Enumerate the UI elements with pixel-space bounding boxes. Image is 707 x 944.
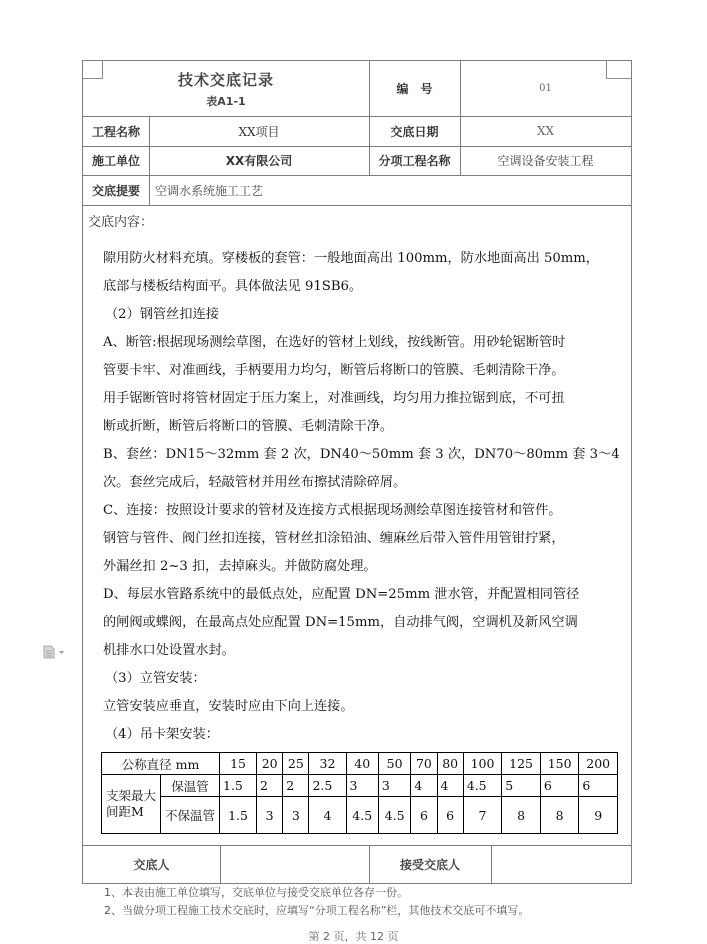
table-cell: 32 (309, 753, 346, 775)
table-cell: 3 (346, 775, 378, 797)
footnote: 2、当做分项工程施工技术交底时，应填写“分项工程名称”栏，其他技术交底可不填写。 (104, 904, 530, 917)
table-cell: 150 (540, 753, 579, 775)
content-line: C、连接：按照设计要求的管材及连接方式根据现场测绘草图连接管材和管件。 (103, 503, 562, 518)
table-cell: 200 (579, 753, 618, 775)
table-cell: 50 (378, 753, 410, 775)
page-indicator: 第 2 页，共 12 页 (308, 930, 399, 943)
content-line: 用手锯断管时将管材固定于压力案上，对准画线，均匀用力推拉锯到底，不可扭 (103, 391, 565, 406)
form-title-block (83, 61, 369, 116)
content-line: （2）钢管丝扣连接 (105, 307, 219, 322)
receiver-label: 接受交底人 (399, 857, 460, 872)
table-cell: 5 (502, 775, 541, 797)
content-line: 机排水口处设置水封。 (103, 643, 235, 658)
table-cell: 2.5 (309, 775, 346, 797)
table-cell: 3 (283, 797, 309, 834)
content-line: 隙用防火材料充填。穿楼板的套管：一般地面高出 100mm，防水地面高出 50mm， (103, 251, 599, 266)
table-cell: 4 (437, 775, 463, 797)
table-cell: 125 (502, 753, 541, 775)
footnote: 1、本表由施工单位填写，交底单位与接受交底单位各存一份。 (104, 886, 408, 899)
date-label: 交底日期 (390, 124, 439, 139)
content-line: 次。套丝完成后，轻敲管材并用丝布擦拭清除碎屑。 (103, 475, 407, 490)
content-heading: 交底内容： (88, 215, 154, 230)
table-cell: 8 (502, 797, 541, 834)
uninsulated-label: 不保温管 (161, 797, 220, 834)
table-row (102, 797, 618, 834)
document-icon[interactable] (42, 645, 66, 659)
content-line: B、套丝：DN15～32mm 套 2 次，DN40～50mm 套 3 次，DN70～80mm 套 3～4 (103, 447, 620, 462)
summary-label: 交底提要 (91, 183, 140, 198)
content-line: 外漏丝扣 2~3 扣，去掉麻头。并做防腐处理。 (103, 559, 377, 574)
table-cell: 80 (437, 753, 463, 775)
date-value: XX (536, 124, 555, 138)
table-cell: 15 (220, 753, 257, 775)
table-cell: 9 (579, 797, 618, 834)
table-cell: 4.5 (463, 775, 502, 797)
grid-line (83, 205, 631, 206)
content-line: （4）吊卡架安装： (105, 727, 219, 742)
content-line: 立管安装应垂直，安装时应由下向上连接。 (103, 699, 354, 714)
diameter-header: 公称直径 mm (102, 753, 220, 775)
content-line: 断或折断，断管后将断口的管膜、毛刺清除干净。 (103, 419, 394, 434)
table-cell: 20 (257, 753, 283, 775)
content-line: A、断管:根据现场测绘草图，在选好的管材上划线，按线断管。用砂轮锯断管时 (103, 335, 566, 350)
table-cell: 8 (540, 797, 579, 834)
presenter-label: 交底人 (133, 857, 170, 872)
form-subtitle: 表A1-1 (206, 94, 246, 108)
table-cell: 4 (309, 797, 346, 834)
table-row (102, 753, 618, 775)
table-cell: 6 (437, 797, 463, 834)
project-name-label: 工程名称 (91, 124, 140, 139)
unit-value: XX有限公司 (225, 154, 293, 168)
table-row (102, 775, 618, 797)
number-label: 编 号 (396, 82, 433, 96)
table-cell: 70 (411, 753, 437, 775)
hanger-spacing-table (101, 752, 618, 834)
table-cell: 3 (257, 797, 283, 834)
table-cell: 7 (463, 797, 502, 834)
project-name-value: XX项目 (238, 124, 280, 139)
insulated-label: 保温管 (161, 775, 220, 797)
content-line: D、每层水管路系统中的最低点处，应配置 DN=25mm 泄水管，并配置相同管径 (103, 587, 580, 602)
content-line: 钢管与管件、阀门丝扣连接，管材丝扣涂铅油、缠麻丝后带入管件用管钳拧紧， (103, 531, 565, 546)
table-cell: 4.5 (346, 797, 378, 834)
content-body (103, 245, 620, 749)
table-cell: 2 (283, 775, 309, 797)
content-line: 的闸阀或蝶阀，在最高点处应配置 DN=15mm，自动排气阀，空调机及新风空调 (103, 615, 578, 630)
table-cell: 40 (346, 753, 378, 775)
table-cell: 6 (411, 797, 437, 834)
table-cell: 6 (540, 775, 579, 797)
number-value: 01 (539, 83, 552, 94)
content-line: 管要卡牢、对准画线，手柄要用力均匀，断管后将断口的管膜、毛刺清除干净。 (103, 363, 565, 378)
subproject-value: 空调设备安装工程 (497, 154, 594, 168)
table-cell: 6 (579, 775, 618, 797)
grid-line (220, 845, 221, 883)
table-cell: 4.5 (378, 797, 410, 834)
table-cell: 25 (283, 753, 309, 775)
subproject-label: 分项工程名称 (378, 154, 451, 168)
content-line: 底部与楼板结构面平。具体做法见 91SB6。 (103, 279, 363, 294)
spacing-row-label: 支架最大间距M (102, 775, 161, 834)
grid-line (491, 845, 492, 883)
table-cell: 1.5 (220, 797, 257, 834)
table-cell: 1.5 (220, 775, 257, 797)
table-cell: 2 (257, 775, 283, 797)
unit-label: 施工单位 (91, 154, 140, 168)
table-cell: 4 (411, 775, 437, 797)
table-cell: 3 (378, 775, 410, 797)
table-cell: 100 (463, 753, 502, 775)
content-line: （3）立管安装： (105, 671, 206, 686)
summary-value: 空调水系统施工工艺 (155, 183, 264, 198)
form-title: 技术交底记录 (177, 70, 274, 89)
